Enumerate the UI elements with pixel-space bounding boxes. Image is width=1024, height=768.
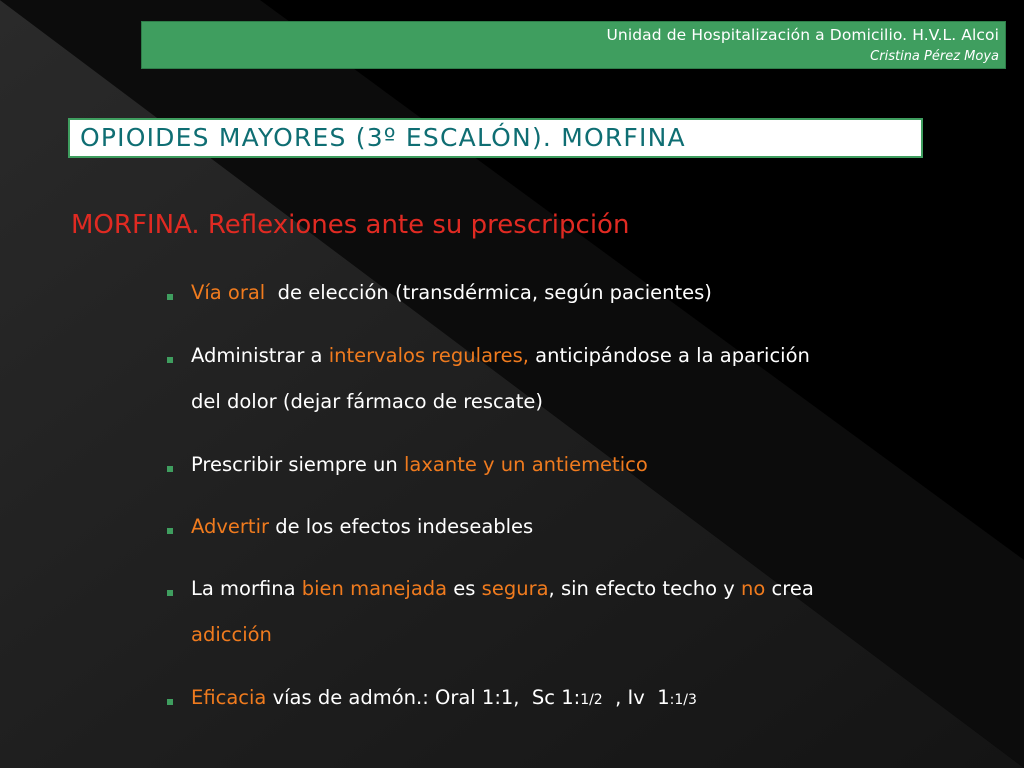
bullet-text-segment: crea <box>765 577 814 600</box>
slide-subtitle: MORFINA. Reflexiones ante su prescripción <box>71 210 630 240</box>
bullet-marker <box>167 590 173 596</box>
bullet-highlight: Advertir <box>191 515 270 538</box>
bullet-text <box>191 333 961 425</box>
bullet-text <box>191 504 961 550</box>
header-author: Cristina Pérez Moya <box>870 49 999 64</box>
bullet-marker <box>167 357 173 363</box>
bullet-highlight: bien manejada <box>301 577 448 600</box>
bullet-highlight: adicción <box>191 623 272 646</box>
bullet-marker <box>167 528 173 534</box>
title-box <box>68 118 923 158</box>
bullet-text-segment: , Iv 1 <box>602 686 670 709</box>
bullet-marker <box>167 699 173 705</box>
bullet-text-segment: La morfina <box>191 577 302 600</box>
bullet-highlight: intervalos regulares, <box>328 344 529 367</box>
bullet-text <box>191 566 961 658</box>
bullet-text-segment: Prescribir siempre un <box>191 453 404 476</box>
bullet-text-segment: es <box>447 577 482 600</box>
bullet-text-segment: de elección (transdérmica, según pacientes) <box>265 281 712 304</box>
bullet-highlight: Vía oral <box>191 281 266 304</box>
bullet-text-segment: , sin efecto techo y <box>548 577 742 600</box>
header-band <box>141 21 1006 69</box>
bullet-text-segment: anticipándose a la aparición <box>528 344 810 367</box>
bullet-text-segment: vías de admón.: Oral 1:1, Sc 1: <box>266 686 581 709</box>
bullet-text <box>191 675 961 723</box>
bullet-highlight: no <box>741 577 766 600</box>
header-institution: Unidad de Hospitalización a Domicilio. H.V.L. Alcoi <box>606 26 999 44</box>
bullet-text <box>191 270 961 316</box>
bullet-text-small: 1/2 <box>580 692 603 708</box>
bullet-highlight: laxante y un antiemetico <box>403 453 648 476</box>
bullet-marker <box>167 294 173 300</box>
bullet-text <box>191 442 961 488</box>
bullet-highlight: segura <box>481 577 549 600</box>
slide-title: OPIOIDES MAYORES (3º ESCALÓN). MORFINA <box>80 123 686 152</box>
bullet-text-segment: Administrar a <box>191 344 329 367</box>
bullet-highlight: Eficacia <box>191 686 267 709</box>
bullet-text-segment: de los efectos indeseables <box>269 515 534 538</box>
bullet-text-small: :1/3 <box>669 692 697 708</box>
bullet-text-segment: del dolor (dejar fármaco de rescate) <box>191 390 543 413</box>
bullet-marker <box>167 466 173 472</box>
